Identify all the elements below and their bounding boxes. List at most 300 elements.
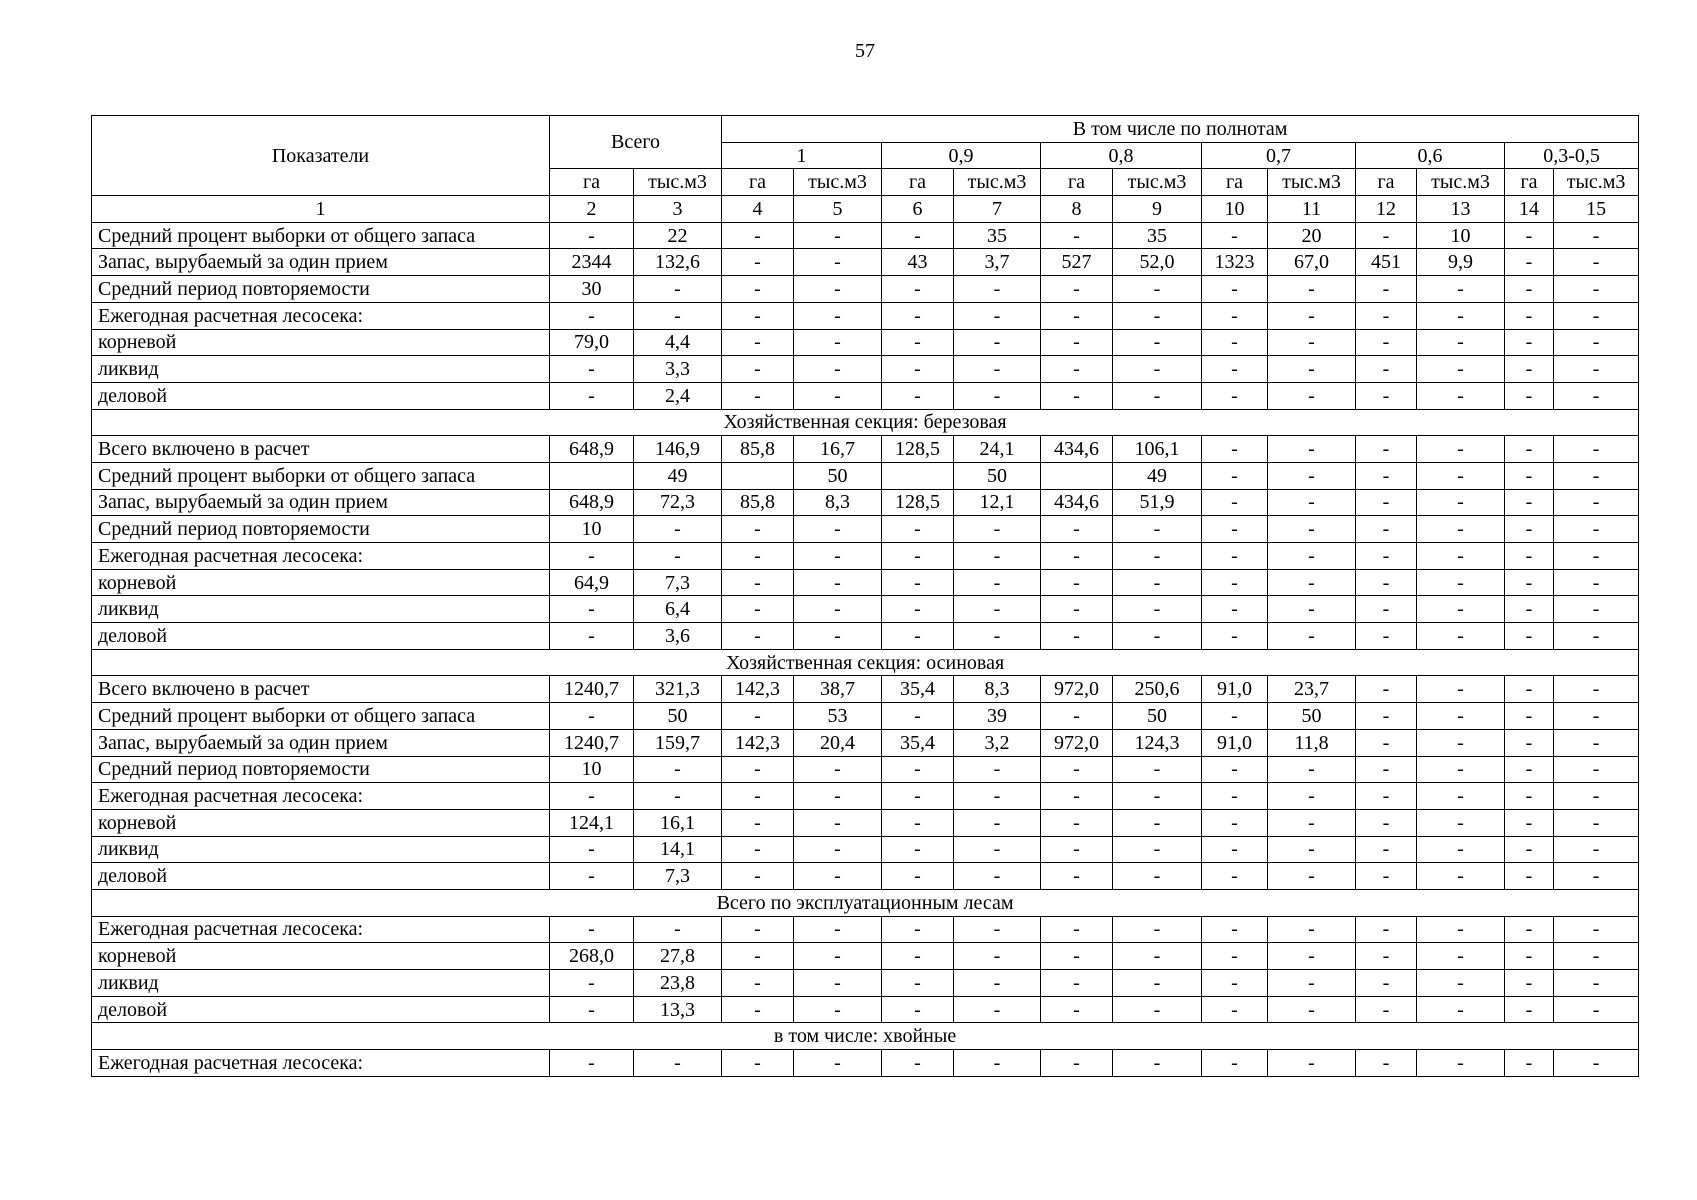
table-cell: - bbox=[722, 756, 794, 783]
table-cell: - bbox=[1041, 329, 1113, 356]
table-cell: - bbox=[954, 1050, 1041, 1077]
table-cell: - bbox=[1554, 569, 1639, 596]
header-column-number: 8 bbox=[1041, 196, 1113, 223]
table-cell: - bbox=[1268, 276, 1356, 303]
table-cell: - bbox=[794, 623, 882, 650]
table-cell: - bbox=[882, 756, 954, 783]
table-row bbox=[92, 302, 1639, 329]
table-cell: 8,3 bbox=[954, 676, 1041, 703]
header-density: 0,9 bbox=[882, 142, 1041, 169]
table-cell: - bbox=[1356, 302, 1417, 329]
table-cell: 321,3 bbox=[634, 676, 722, 703]
table-cell: - bbox=[1356, 543, 1417, 570]
table-cell: - bbox=[1554, 809, 1639, 836]
table-cell: - bbox=[794, 356, 882, 383]
table-cell: - bbox=[1554, 329, 1639, 356]
table-cell: 250,6 bbox=[1113, 676, 1202, 703]
table-cell: - bbox=[794, 302, 882, 329]
table-cell: - bbox=[1202, 436, 1268, 463]
table-cell: - bbox=[882, 783, 954, 810]
table-cell: - bbox=[550, 382, 634, 409]
table-cell: - bbox=[1041, 596, 1113, 623]
table-cell: - bbox=[1041, 356, 1113, 383]
table-cell: - bbox=[550, 863, 634, 890]
table-cell: - bbox=[1356, 703, 1417, 730]
table-cell: 124,3 bbox=[1113, 729, 1202, 756]
table-cell: - bbox=[1417, 916, 1505, 943]
table-cell: - bbox=[1113, 970, 1202, 997]
table-cell: - bbox=[634, 302, 722, 329]
table-cell: - bbox=[1554, 489, 1639, 516]
header-unit: га bbox=[1356, 169, 1417, 196]
table-cell: - bbox=[882, 543, 954, 570]
header-column-number: 12 bbox=[1356, 196, 1417, 223]
header-row-1 bbox=[92, 116, 1639, 143]
table-cell: - bbox=[1505, 596, 1554, 623]
table-cell: - bbox=[1113, 569, 1202, 596]
table-cell: - bbox=[1505, 356, 1554, 383]
table-cell: 128,5 bbox=[882, 489, 954, 516]
table-row bbox=[92, 943, 1639, 970]
table-cell: - bbox=[550, 302, 634, 329]
table-cell: - bbox=[1356, 382, 1417, 409]
table-cell: - bbox=[954, 756, 1041, 783]
header-unit: га bbox=[1041, 169, 1113, 196]
table-cell: - bbox=[1505, 249, 1554, 276]
table-cell: - bbox=[550, 996, 634, 1023]
table-row bbox=[92, 623, 1639, 650]
table-cell: 38,7 bbox=[794, 676, 882, 703]
table-cell: - bbox=[1041, 916, 1113, 943]
table-cell: - bbox=[1417, 863, 1505, 890]
table-cell: 10 bbox=[550, 516, 634, 543]
table-cell: - bbox=[794, 756, 882, 783]
table-cell: - bbox=[1113, 1050, 1202, 1077]
header-column-number: 13 bbox=[1417, 196, 1505, 223]
table-cell: 4,4 bbox=[634, 329, 722, 356]
header-column-number: 7 bbox=[954, 196, 1041, 223]
row-label: деловой bbox=[92, 382, 550, 409]
table-cell: - bbox=[882, 569, 954, 596]
section-title: Хозяйственная секция: березовая bbox=[92, 409, 1639, 436]
table-cell: - bbox=[1113, 356, 1202, 383]
table-cell: 3,6 bbox=[634, 623, 722, 650]
table-cell: - bbox=[1113, 756, 1202, 783]
table-cell: - bbox=[882, 222, 954, 249]
table-cell: - bbox=[550, 783, 634, 810]
table-cell: 11,8 bbox=[1268, 729, 1356, 756]
table-cell: - bbox=[722, 1050, 794, 1077]
table-cell: - bbox=[1202, 596, 1268, 623]
table-cell: 3,2 bbox=[954, 729, 1041, 756]
table-cell: - bbox=[1554, 943, 1639, 970]
header-unit: тыс.м3 bbox=[794, 169, 882, 196]
table-cell: - bbox=[722, 329, 794, 356]
table-cell: - bbox=[1202, 543, 1268, 570]
table-cell: - bbox=[1041, 836, 1113, 863]
table-cell: 52,0 bbox=[1113, 249, 1202, 276]
row-label: корневой bbox=[92, 329, 550, 356]
table-cell: - bbox=[1554, 356, 1639, 383]
table-cell: - bbox=[1505, 276, 1554, 303]
section-row bbox=[92, 889, 1639, 916]
table-cell: - bbox=[954, 916, 1041, 943]
table-cell bbox=[722, 462, 794, 489]
table-cell: - bbox=[1356, 676, 1417, 703]
table-cell: - bbox=[1505, 516, 1554, 543]
table-cell: - bbox=[1505, 222, 1554, 249]
table-cell: - bbox=[1505, 676, 1554, 703]
table-cell: - bbox=[1505, 329, 1554, 356]
table-cell: 35,4 bbox=[882, 676, 954, 703]
header-total: Всего bbox=[550, 116, 722, 169]
header-density: 1 bbox=[722, 142, 882, 169]
table-cell: - bbox=[794, 516, 882, 543]
table-cell: - bbox=[1417, 543, 1505, 570]
row-label: Ежегодная расчетная лесосека: bbox=[92, 1050, 550, 1077]
table-cell: - bbox=[1356, 329, 1417, 356]
table-cell: 8,3 bbox=[794, 489, 882, 516]
table-cell: - bbox=[1505, 1050, 1554, 1077]
table-row bbox=[92, 996, 1639, 1023]
row-label: Средний период повторяемости bbox=[92, 516, 550, 543]
table-cell: 16,7 bbox=[794, 436, 882, 463]
table-row bbox=[92, 356, 1639, 383]
table-cell: - bbox=[1268, 783, 1356, 810]
table-cell: - bbox=[1554, 676, 1639, 703]
table-row bbox=[92, 249, 1639, 276]
table-cell: - bbox=[1417, 970, 1505, 997]
table-cell: 648,9 bbox=[550, 436, 634, 463]
table-cell: - bbox=[550, 916, 634, 943]
table-cell: - bbox=[1268, 836, 1356, 863]
table-cell: 2,4 bbox=[634, 382, 722, 409]
table-row bbox=[92, 596, 1639, 623]
row-label: корневой bbox=[92, 809, 550, 836]
table-cell: - bbox=[1268, 329, 1356, 356]
table-row bbox=[92, 676, 1639, 703]
table-cell: 23,7 bbox=[1268, 676, 1356, 703]
row-label: Ежегодная расчетная лесосека: bbox=[92, 783, 550, 810]
table-cell: - bbox=[1202, 382, 1268, 409]
table-cell: 13,3 bbox=[634, 996, 722, 1023]
table-cell: - bbox=[1041, 276, 1113, 303]
table-cell: - bbox=[550, 222, 634, 249]
table-cell: 24,1 bbox=[954, 436, 1041, 463]
table-cell: 85,8 bbox=[722, 489, 794, 516]
table-cell: 14,1 bbox=[634, 836, 722, 863]
table-cell: - bbox=[1417, 276, 1505, 303]
row-label: Ежегодная расчетная лесосека: bbox=[92, 916, 550, 943]
table-cell: - bbox=[794, 996, 882, 1023]
header-column-number: 4 bbox=[722, 196, 794, 223]
header-unit: тыс.м3 bbox=[1554, 169, 1639, 196]
table-cell: - bbox=[954, 569, 1041, 596]
table-cell: - bbox=[550, 356, 634, 383]
table-cell: - bbox=[1268, 756, 1356, 783]
table-cell: - bbox=[1356, 943, 1417, 970]
table-cell: - bbox=[1417, 809, 1505, 836]
table-cell: - bbox=[1356, 996, 1417, 1023]
row-label: Ежегодная расчетная лесосека: bbox=[92, 543, 550, 570]
table-cell: - bbox=[882, 703, 954, 730]
table-cell: - bbox=[1268, 543, 1356, 570]
table-cell: - bbox=[1202, 569, 1268, 596]
table-cell: 20,4 bbox=[794, 729, 882, 756]
row-label: Запас, вырубаемый за один прием bbox=[92, 489, 550, 516]
section-row bbox=[92, 409, 1639, 436]
table-cell: 35,4 bbox=[882, 729, 954, 756]
table-cell: - bbox=[550, 1050, 634, 1077]
table-cell: - bbox=[1505, 970, 1554, 997]
table-cell: - bbox=[1417, 436, 1505, 463]
table-cell: - bbox=[1202, 756, 1268, 783]
table-cell: - bbox=[1505, 863, 1554, 890]
table-cell: - bbox=[1554, 996, 1639, 1023]
row-label: ликвид bbox=[92, 356, 550, 383]
table-cell: - bbox=[1041, 569, 1113, 596]
table-cell: - bbox=[1417, 382, 1505, 409]
table-cell: - bbox=[722, 996, 794, 1023]
table-cell: - bbox=[1356, 756, 1417, 783]
table-cell: 527 bbox=[1041, 249, 1113, 276]
table-cell: - bbox=[634, 916, 722, 943]
table-cell: - bbox=[1554, 970, 1639, 997]
table-cell: - bbox=[954, 970, 1041, 997]
table-cell: - bbox=[1554, 302, 1639, 329]
table-cell: - bbox=[634, 543, 722, 570]
table-cell: - bbox=[1417, 356, 1505, 383]
table-cell: - bbox=[1268, 516, 1356, 543]
table-cell: - bbox=[1113, 596, 1202, 623]
table-cell: 30 bbox=[550, 276, 634, 303]
table-cell: - bbox=[1356, 436, 1417, 463]
table-cell: - bbox=[722, 970, 794, 997]
table-cell: - bbox=[1268, 996, 1356, 1023]
table-cell: - bbox=[1268, 809, 1356, 836]
table-cell: - bbox=[1554, 436, 1639, 463]
table-row bbox=[92, 329, 1639, 356]
row-label: Запас, вырубаемый за один прием bbox=[92, 729, 550, 756]
header-unit: га bbox=[1202, 169, 1268, 196]
table-cell: 9,9 bbox=[1417, 249, 1505, 276]
table-cell: 142,3 bbox=[722, 676, 794, 703]
table-cell: 22 bbox=[634, 222, 722, 249]
table-cell: - bbox=[1554, 596, 1639, 623]
header-column-number: 5 bbox=[794, 196, 882, 223]
table-cell: - bbox=[550, 970, 634, 997]
table-cell: - bbox=[1268, 436, 1356, 463]
table-cell: - bbox=[1268, 623, 1356, 650]
header-unit: тыс.м3 bbox=[1113, 169, 1202, 196]
table-cell: 91,0 bbox=[1202, 676, 1268, 703]
table-cell: - bbox=[882, 970, 954, 997]
table-cell: - bbox=[722, 783, 794, 810]
table-cell: - bbox=[634, 516, 722, 543]
table-cell: - bbox=[1202, 943, 1268, 970]
table-cell: - bbox=[722, 356, 794, 383]
table-row bbox=[92, 836, 1639, 863]
table-cell: - bbox=[1041, 302, 1113, 329]
table-cell: - bbox=[794, 836, 882, 863]
header-column-number: 6 bbox=[882, 196, 954, 223]
table-cell: - bbox=[1417, 623, 1505, 650]
table-cell: - bbox=[1113, 836, 1202, 863]
table-cell: - bbox=[1113, 783, 1202, 810]
table-cell: - bbox=[1202, 863, 1268, 890]
table-cell: - bbox=[634, 1050, 722, 1077]
table-cell: - bbox=[954, 276, 1041, 303]
table-cell: - bbox=[1417, 756, 1505, 783]
table-cell: 85,8 bbox=[722, 436, 794, 463]
table-cell: 53 bbox=[794, 703, 882, 730]
header-column-number: 11 bbox=[1268, 196, 1356, 223]
table-cell: - bbox=[1417, 569, 1505, 596]
header-unit: га bbox=[882, 169, 954, 196]
table-cell: - bbox=[794, 329, 882, 356]
table-cell: - bbox=[1505, 783, 1554, 810]
table-row bbox=[92, 703, 1639, 730]
row-label: Всего включено в расчет bbox=[92, 436, 550, 463]
table-cell: - bbox=[1268, 1050, 1356, 1077]
table-cell: - bbox=[1417, 596, 1505, 623]
table-cell: - bbox=[1113, 996, 1202, 1023]
table-cell: 91,0 bbox=[1202, 729, 1268, 756]
table-row bbox=[92, 569, 1639, 596]
table-cell bbox=[882, 462, 954, 489]
table-cell: - bbox=[722, 302, 794, 329]
table-cell: 49 bbox=[1113, 462, 1202, 489]
table-cell: - bbox=[1356, 863, 1417, 890]
table-cell: - bbox=[1417, 676, 1505, 703]
table-cell: 50 bbox=[954, 462, 1041, 489]
table-cell: - bbox=[954, 329, 1041, 356]
table-cell: - bbox=[1202, 836, 1268, 863]
table-cell: - bbox=[550, 623, 634, 650]
row-label: Средний процент выборки от общего запаса bbox=[92, 703, 550, 730]
table-row bbox=[92, 970, 1639, 997]
table-cell: - bbox=[722, 596, 794, 623]
table-cell: - bbox=[1505, 489, 1554, 516]
table-cell: - bbox=[1417, 996, 1505, 1023]
table-cell: - bbox=[1356, 276, 1417, 303]
table-cell: 159,7 bbox=[634, 729, 722, 756]
header-column-number: 2 bbox=[550, 196, 634, 223]
section-row bbox=[92, 1023, 1639, 1050]
table-cell: 49 bbox=[634, 462, 722, 489]
table-cell: - bbox=[954, 836, 1041, 863]
table-cell: - bbox=[1202, 916, 1268, 943]
table-cell: - bbox=[1505, 703, 1554, 730]
table-cell: - bbox=[1554, 222, 1639, 249]
table-cell: - bbox=[882, 836, 954, 863]
table-cell: - bbox=[882, 329, 954, 356]
table-cell: - bbox=[954, 623, 1041, 650]
table-cell: - bbox=[1202, 809, 1268, 836]
table-cell: - bbox=[722, 249, 794, 276]
table-cell: 1323 bbox=[1202, 249, 1268, 276]
header-unit: га bbox=[550, 169, 634, 196]
table-cell: - bbox=[1554, 916, 1639, 943]
table-cell: - bbox=[634, 783, 722, 810]
row-label: Средний процент выборки от общего запаса bbox=[92, 222, 550, 249]
table-cell: 451 bbox=[1356, 249, 1417, 276]
table-cell: - bbox=[722, 516, 794, 543]
table-cell: 64,9 bbox=[550, 569, 634, 596]
table-cell: - bbox=[1268, 302, 1356, 329]
table-cell: 50 bbox=[1113, 703, 1202, 730]
table-cell: - bbox=[882, 356, 954, 383]
table-cell: - bbox=[1113, 302, 1202, 329]
table-cell: - bbox=[1505, 623, 1554, 650]
table-cell: - bbox=[722, 916, 794, 943]
section-title: Хозяйственная секция: осиновая bbox=[92, 649, 1639, 676]
table-cell: 128,5 bbox=[882, 436, 954, 463]
table-cell: - bbox=[1554, 249, 1639, 276]
table-cell: - bbox=[1417, 783, 1505, 810]
table-cell: - bbox=[1554, 863, 1639, 890]
table-cell: 35 bbox=[1113, 222, 1202, 249]
row-label: Средний период повторяемости bbox=[92, 276, 550, 303]
header-column-number: 15 bbox=[1554, 196, 1639, 223]
table-cell: - bbox=[1268, 943, 1356, 970]
table-cell: - bbox=[1554, 703, 1639, 730]
table-cell: - bbox=[882, 276, 954, 303]
table-cell: - bbox=[1417, 836, 1505, 863]
table-row bbox=[92, 516, 1639, 543]
table-cell: - bbox=[1113, 916, 1202, 943]
table-cell bbox=[1041, 462, 1113, 489]
table-cell: - bbox=[1554, 276, 1639, 303]
header-by-density: В том числе по полнотам bbox=[722, 116, 1639, 143]
table-cell: - bbox=[1356, 596, 1417, 623]
table-cell: - bbox=[954, 356, 1041, 383]
table-cell: - bbox=[794, 1050, 882, 1077]
table-cell: 124,1 bbox=[550, 809, 634, 836]
table-cell: - bbox=[722, 569, 794, 596]
table-cell: 2344 bbox=[550, 249, 634, 276]
table-cell: 106,1 bbox=[1113, 436, 1202, 463]
header-column-number: 9 bbox=[1113, 196, 1202, 223]
table-cell: - bbox=[722, 836, 794, 863]
table-cell: 268,0 bbox=[550, 943, 634, 970]
table-row bbox=[92, 222, 1639, 249]
page-number: 57 bbox=[855, 40, 875, 62]
row-label: ликвид bbox=[92, 970, 550, 997]
table-cell: - bbox=[794, 276, 882, 303]
header-column-number: 14 bbox=[1505, 196, 1554, 223]
header-unit: га bbox=[1505, 169, 1554, 196]
table-row bbox=[92, 382, 1639, 409]
table-cell: - bbox=[1202, 462, 1268, 489]
table-cell: - bbox=[1202, 489, 1268, 516]
table-cell: - bbox=[1202, 329, 1268, 356]
table-cell: - bbox=[1417, 329, 1505, 356]
header-column-number: 1 bbox=[92, 196, 550, 223]
table-cell: - bbox=[882, 623, 954, 650]
table-cell: 35 bbox=[954, 222, 1041, 249]
table-cell: - bbox=[1041, 783, 1113, 810]
row-label: Средний период повторяемости bbox=[92, 756, 550, 783]
table-row bbox=[92, 436, 1639, 463]
table-cell: - bbox=[1505, 943, 1554, 970]
table-cell: - bbox=[1356, 729, 1417, 756]
table-cell: 434,6 bbox=[1041, 489, 1113, 516]
table-cell: - bbox=[1041, 623, 1113, 650]
table-cell: 648,9 bbox=[550, 489, 634, 516]
table-cell: 43 bbox=[882, 249, 954, 276]
table-cell: - bbox=[1041, 1050, 1113, 1077]
